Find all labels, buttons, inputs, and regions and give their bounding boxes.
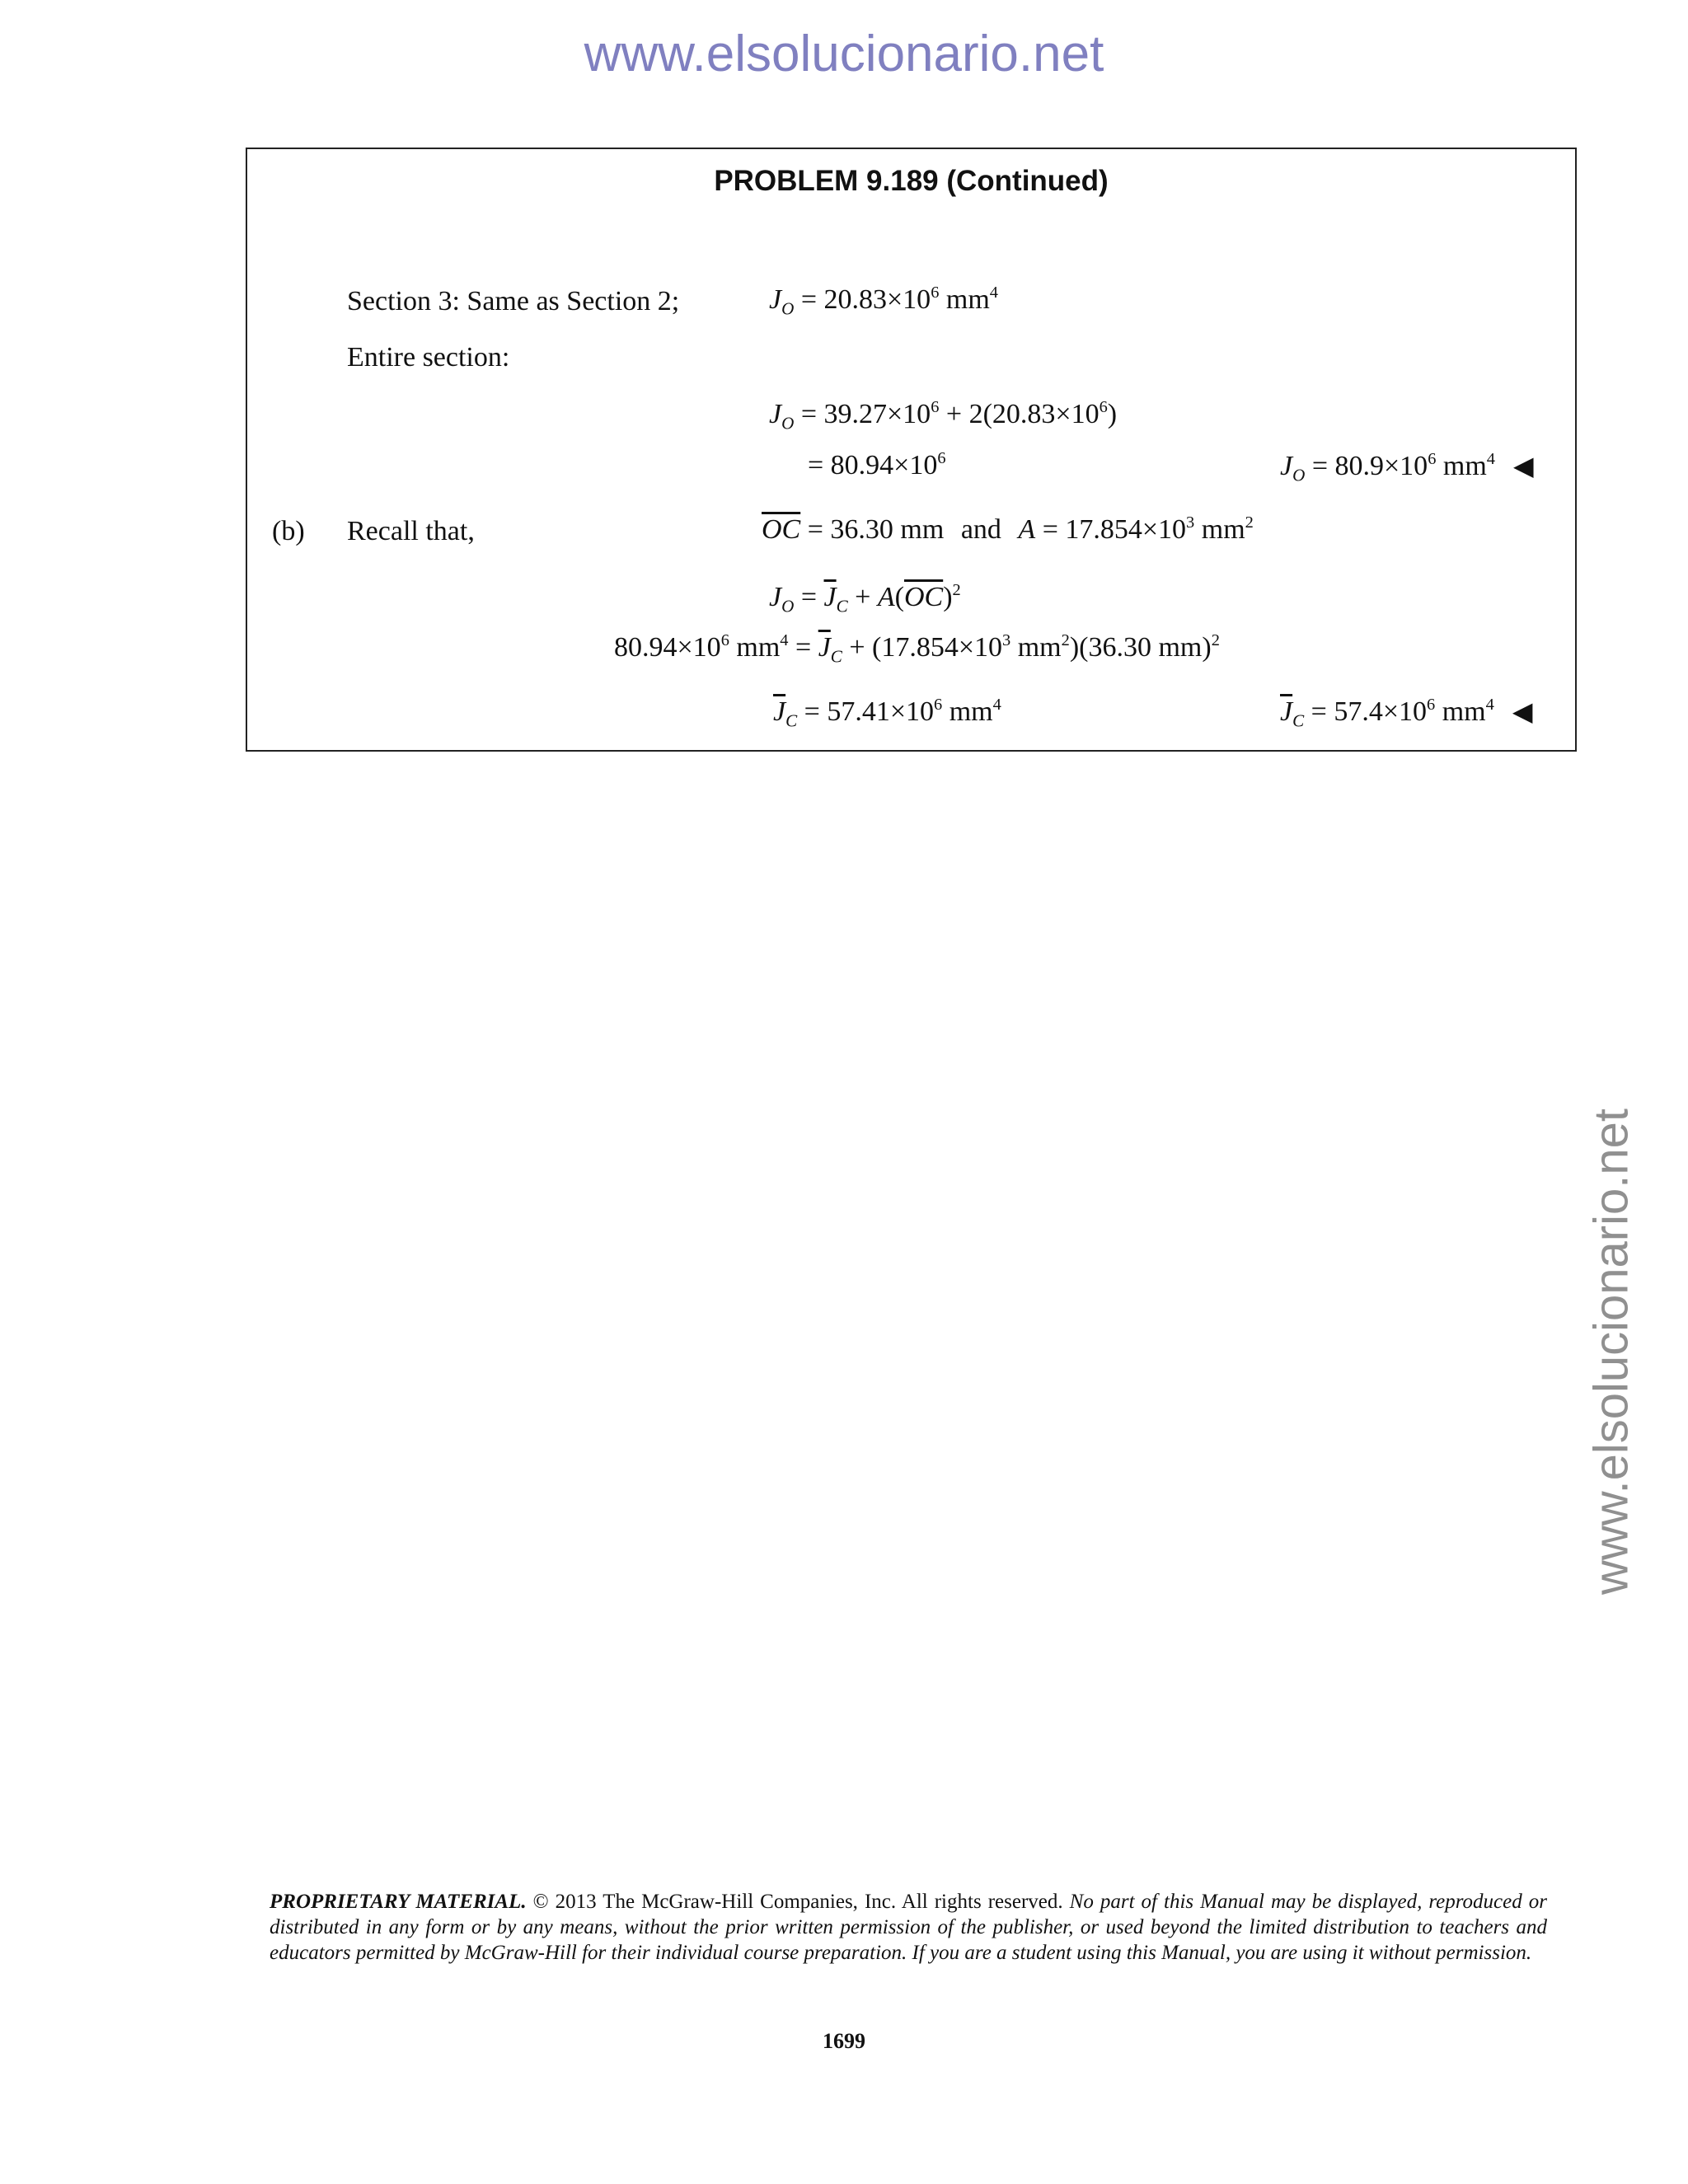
footer-notice: No part of this Manual may be displayed, reproduced or distributed in any form or by any means, without the prior written permission of the publisher, or used beyond the limited distribution to teachers and educators permitted by McGraw-Hill for their individual course preparation. If you are a student using this Manual, you are using it without permission. — [270, 1891, 1547, 1964]
footer-copyright: © 2013 The McGraw-Hill Companies, Inc. All rights reserved. — [526, 1891, 1070, 1913]
answer-jc: $\overline{J}_C = 57.4\times 10^6$ $mm^4$ ◀ — [1280, 695, 1533, 731]
section3-label: Section 3: Same as Section 2; — [347, 286, 680, 316]
and-word: and — [960, 514, 1001, 545]
page-number: 1699 — [823, 2029, 865, 2053]
problem-title: PROBLEM 9.189 (Continued) — [714, 165, 1109, 197]
proprietary-notice — [270, 1889, 1547, 1966]
eq-substitution: $80.94\times 10^6$ $mm^4 = \overline{J}_C + (17.854\times 10^3$ $mm^2)(36.30$ mm)$^2$ — [614, 630, 1220, 667]
answer-jo: $J_O = 80.9\times 10^6$ $mm^4$ ◀ — [1280, 449, 1534, 485]
watermark-side-text: www.elsolucionario.net — [1584, 1108, 1639, 1595]
answer-marker-icon: ◀ — [1512, 696, 1533, 726]
answer-marker-icon: ◀ — [1513, 451, 1534, 480]
eq-jc-result: $\overline{J}_C = 57.41\times 10^6$ $mm^4$ — [773, 695, 1001, 731]
footer-bold-lead: PROPRIETARY MATERIAL. — [270, 1891, 527, 1913]
eq-jo-sum: $J_O = 39.27\times 10^6 + 2(20.83\times 10^6)$ — [769, 397, 1118, 434]
watermark-top: www.elsolucionario.net — [584, 26, 1104, 82]
eq-parallel-axis: $J_O = \overline{J}_C + A(\overline{OC})^2$ — [769, 580, 961, 616]
eq-section3: $J_O = 20.83\times 10^6$ $mm^4$ — [769, 283, 998, 319]
eq-oc-area: $\overline{OC} = 36.30$ mm and $A = 17.854\times 10^3$ $mm^2$ — [762, 513, 1254, 545]
part-b-label: (b) — [272, 516, 305, 546]
recall-label: Recall that, — [347, 516, 475, 546]
problem-box — [246, 148, 1577, 752]
eq-jo-result: = $80.94\times 10^6$ — [808, 448, 946, 480]
entire-section-label: Entire section: — [347, 342, 510, 373]
